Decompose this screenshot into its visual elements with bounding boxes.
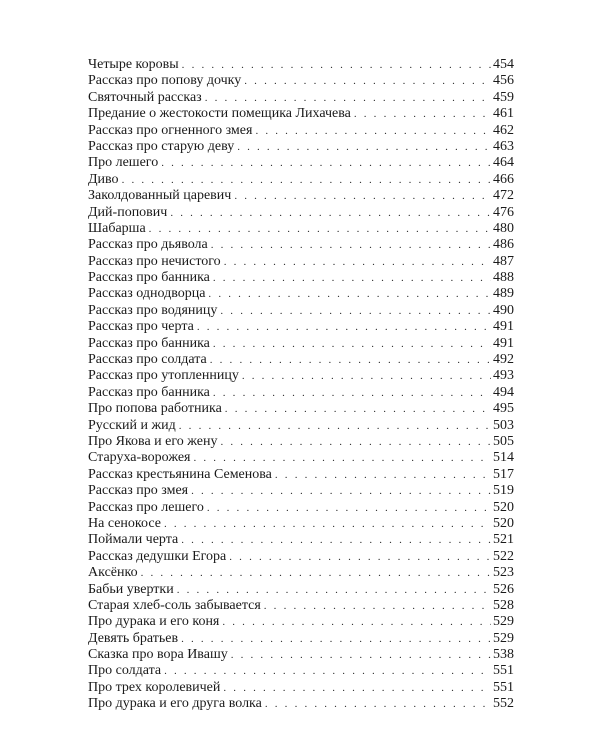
toc-entry: [88, 270, 514, 286]
dot-leader: [207, 500, 491, 516]
toc-entry-page-number: 528: [493, 597, 514, 613]
toc-entry: [88, 123, 514, 139]
dot-leader: [141, 565, 491, 581]
dot-leader: [177, 582, 491, 598]
toc-entry-title: Про солдата: [88, 663, 162, 679]
toc-entry-page-number: 551: [493, 663, 514, 679]
toc-entry-title: Аксёнко: [88, 565, 138, 581]
toc-entry: [88, 532, 514, 548]
toc-entry-page-number: 459: [493, 89, 514, 105]
toc-entry-page-number: 492: [493, 352, 514, 368]
toc-entry-title: Рассказ про банника: [88, 384, 210, 400]
dot-leader: [234, 188, 491, 204]
toc-entry-page-number: 462: [493, 122, 514, 138]
dot-leader: [242, 368, 491, 384]
dot-leader: [264, 598, 491, 614]
toc-entry-page-number: 503: [493, 417, 514, 433]
dot-leader: [213, 385, 491, 401]
table-of-contents: [88, 57, 514, 713]
toc-entry-title: Рассказ про змея: [88, 483, 189, 499]
toc-entry-page-number: 517: [493, 466, 514, 482]
toc-entry: [88, 450, 514, 466]
toc-entry-title: Рассказ про огненного змея: [88, 122, 253, 138]
toc-entry: [88, 631, 514, 647]
toc-entry-title: Поймали черта: [88, 532, 179, 548]
toc-entry-title: Рассказ про лешего: [88, 499, 204, 515]
toc-entry-title: Заколдованный царевич: [88, 188, 232, 204]
toc-entry-page-number: 538: [493, 647, 514, 663]
toc-entry-page-number: 489: [493, 286, 514, 302]
toc-entry-title: Дий-попович: [88, 204, 168, 220]
toc-entry-title: Про Якова и его жену: [88, 433, 218, 449]
toc-entry: [88, 352, 514, 368]
toc-entry-title: Рассказ про водяницу: [88, 302, 218, 318]
toc-entry-page-number: 521: [493, 532, 514, 548]
toc-entry: [88, 188, 514, 204]
dot-leader: [211, 237, 491, 253]
toc-entry-page-number: 487: [493, 253, 514, 269]
toc-entry-page-number: 520: [493, 515, 514, 531]
dot-leader: [149, 221, 491, 237]
dot-leader: [164, 663, 491, 679]
dot-leader: [255, 123, 491, 139]
toc-entry-page-number: 464: [493, 155, 514, 171]
toc-entry-title: Про дурака и его друга волка: [88, 696, 262, 712]
dot-leader: [225, 401, 491, 417]
toc-entry-title: Сказка про вора Ивашу: [88, 647, 228, 663]
dot-leader: [181, 631, 491, 647]
toc-entry: [88, 139, 514, 155]
toc-entry: [88, 483, 514, 499]
dot-leader: [210, 352, 491, 368]
dot-leader: [224, 254, 491, 270]
toc-entry-title: Про дурака и его коня: [88, 614, 220, 630]
toc-entry-title: Про лешего: [88, 155, 159, 171]
toc-entry-title: Четыре коровы: [88, 57, 179, 72]
toc-entry-title: Про попова работника: [88, 401, 222, 417]
toc-entry: [88, 565, 514, 581]
dot-leader: [161, 155, 491, 171]
toc-entry-page-number: 526: [493, 581, 514, 597]
toc-entry: [88, 368, 514, 384]
dot-leader: [205, 90, 491, 106]
toc-entry: [88, 254, 514, 270]
toc-entry-title: Старуха-ворожея: [88, 450, 191, 466]
toc-entry: [88, 205, 514, 221]
toc-entry-page-number: 551: [493, 679, 514, 695]
toc-entry: [88, 680, 514, 696]
toc-entry-page-number: 493: [493, 368, 514, 384]
toc-entry-page-number: 472: [493, 188, 514, 204]
toc-entry: [88, 663, 514, 679]
toc-entry: [88, 57, 514, 73]
dot-leader: [220, 303, 491, 319]
dot-leader: [164, 516, 491, 532]
toc-entry: [88, 336, 514, 352]
toc-entry-title: Девять братьев: [88, 630, 179, 646]
toc-entry-page-number: 529: [493, 630, 514, 646]
toc-entry: [88, 434, 514, 450]
toc-entry-page-number: 461: [493, 106, 514, 122]
toc-entry: [88, 549, 514, 565]
toc-entry: [88, 73, 514, 89]
toc-entry-title: Рассказ про солдата: [88, 352, 207, 368]
dot-leader: [193, 450, 491, 466]
toc-entry-title: Старая хлеб-соль забывается: [88, 597, 261, 613]
dot-leader: [179, 418, 491, 434]
toc-entry-title: Рассказ дедушки Егора: [88, 548, 227, 564]
toc-entry-page-number: 523: [493, 565, 514, 581]
toc-entry: [88, 319, 514, 335]
dot-leader: [197, 319, 491, 335]
toc-entry-title: Рассказ про черта: [88, 319, 194, 335]
toc-entry: [88, 303, 514, 319]
toc-entry-page-number: 522: [493, 548, 514, 564]
toc-entry: [88, 237, 514, 253]
dot-leader: [213, 270, 491, 286]
dot-leader: [237, 139, 491, 155]
toc-entry-title: Про трех королевичей: [88, 679, 221, 695]
toc-entry: [88, 598, 514, 614]
toc-entry-title: Рассказ про дьявола: [88, 237, 208, 253]
toc-entry-title: Рассказ про нечистого: [88, 253, 221, 269]
dot-leader: [229, 549, 491, 565]
toc-entry-title: Бабьи увертки: [88, 581, 174, 597]
dot-leader: [213, 336, 491, 352]
dot-leader: [191, 483, 491, 499]
toc-entry-page-number: 519: [493, 483, 514, 499]
dot-leader: [244, 73, 491, 89]
dot-leader: [275, 467, 491, 483]
toc-entry: [88, 286, 514, 302]
toc-entry-page-number: 495: [493, 401, 514, 417]
toc-entry: [88, 516, 514, 532]
dot-leader: [265, 696, 491, 712]
toc-entry-page-number: 491: [493, 335, 514, 351]
toc-entry-page-number: 466: [493, 171, 514, 187]
toc-entry-page-number: 463: [493, 138, 514, 154]
toc-entry: [88, 696, 514, 712]
toc-entry: [88, 385, 514, 401]
toc-entry: [88, 647, 514, 663]
toc-entry-title: Рассказ про банника: [88, 335, 210, 351]
toc-entry-page-number: 514: [493, 450, 514, 466]
toc-entry-title: Русский и жид: [88, 417, 176, 433]
toc-entry-title: Рассказ про банника: [88, 270, 210, 286]
toc-entry: [88, 500, 514, 516]
toc-entry-title: Рассказ крестьянина Семенова: [88, 466, 272, 482]
toc-entry: [88, 614, 514, 630]
dot-leader: [220, 434, 491, 450]
toc-entry: [88, 467, 514, 483]
dot-leader: [181, 532, 491, 548]
toc-entry-page-number: 476: [493, 204, 514, 220]
toc-entry: [88, 401, 514, 417]
toc-entry-page-number: 520: [493, 499, 514, 515]
toc-entry-title: Рассказ однодворца: [88, 286, 206, 302]
toc-entry: [88, 155, 514, 171]
toc-entry-page-number: 505: [493, 433, 514, 449]
dot-leader: [182, 57, 491, 73]
toc-entry: [88, 106, 514, 122]
toc-entry-title: Рассказ про попову дочку: [88, 73, 242, 89]
toc-entry-page-number: 486: [493, 237, 514, 253]
toc-entry-page-number: 480: [493, 220, 514, 236]
toc-entry-page-number: 454: [493, 57, 514, 72]
dot-leader: [231, 647, 491, 663]
toc-entry: [88, 418, 514, 434]
dot-leader: [208, 286, 491, 302]
dot-leader: [122, 172, 491, 188]
toc-entry-page-number: 552: [493, 696, 514, 712]
toc-entry: [88, 90, 514, 106]
toc-entry-title: Рассказ про утопленницу: [88, 368, 239, 384]
toc-entry-page-number: 494: [493, 384, 514, 400]
dot-leader: [170, 205, 491, 221]
dot-leader: [222, 614, 491, 630]
toc-entry-title: Предание о жестокости помещика Лихачева: [88, 106, 351, 122]
dot-leader: [223, 680, 491, 696]
toc-entry: [88, 582, 514, 598]
toc-entry-page-number: 488: [493, 270, 514, 286]
toc-entry: [88, 221, 514, 237]
toc-entry-title: Диво: [88, 171, 119, 187]
toc-entry-title: Рассказ про старую деву: [88, 138, 235, 154]
toc-entry-page-number: 456: [493, 73, 514, 89]
toc-entry-title: Святочный рассказ: [88, 89, 202, 105]
toc-entry: [88, 172, 514, 188]
dot-leader: [354, 106, 491, 122]
toc-entry-title: Шабарша: [88, 220, 146, 236]
toc-entry-page-number: 529: [493, 614, 514, 630]
toc-entry-page-number: 491: [493, 319, 514, 335]
toc-entry-page-number: 490: [493, 302, 514, 318]
toc-entry-title: На сенокосе: [88, 515, 161, 531]
